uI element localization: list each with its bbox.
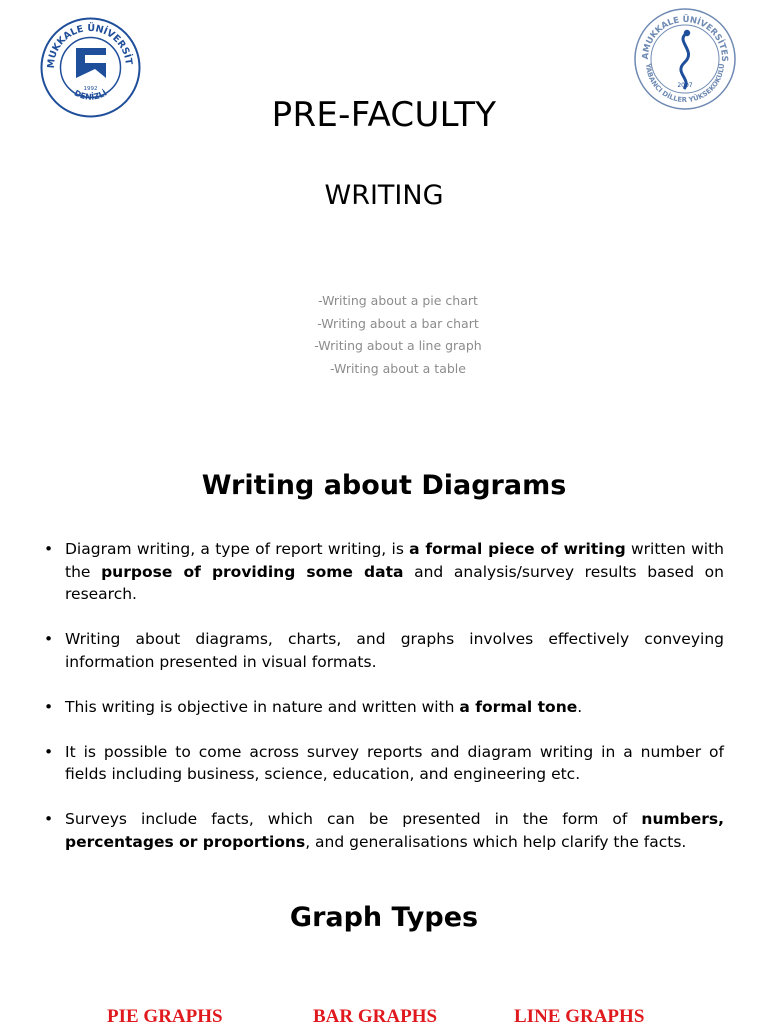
bullet-item — [44, 808, 724, 853]
bullet-text — [65, 698, 582, 716]
topic-item: -Writing about a pie chart — [318, 293, 478, 308]
page-title: PRE-FACULTY — [271, 95, 497, 135]
bullet-dot-icon: • — [44, 742, 54, 761]
svg-text:1992: 1992 — [83, 86, 98, 92]
bullet-text — [65, 743, 724, 784]
bullet-text — [65, 540, 724, 603]
topic-item: -Writing about a line graph — [314, 338, 482, 354]
label-line-graphs: LINE GRAPHS — [514, 1006, 645, 1027]
section-heading-diagrams: Writing about Diagrams — [201, 470, 567, 501]
topic-item: -Writing about a bar chart — [317, 315, 479, 331]
section-heading-graph-types: Graph Types — [289, 902, 479, 933]
text-segment: written with the — [65, 540, 724, 581]
bullet-dot-icon: • — [44, 810, 54, 828]
text-segment: Diagram writing, a type of report writing, is — [65, 540, 410, 558]
bullet-dot-icon: • — [44, 630, 54, 648]
bullet-item — [44, 696, 724, 719]
bullet-list — [44, 538, 724, 853]
topic-item: -Writing about a table — [330, 360, 466, 376]
svg-text:PAMUKKALE ÜNİVERSİTESİ: MUKKALE ÜNİVERSİT — [45, 22, 135, 69]
topics-list — [298, 292, 498, 382]
text-segment: It is possible to come across survey reports and diagram writing in a number of fields including business, science, education, and engineering etc. — [65, 742, 724, 783]
graph-type-labels — [0, 1006, 768, 1026]
text-segment: This writing is objective in nature and written with — [65, 697, 460, 716]
svg-text:YABANCI DİLLER YÜKSEKOKULU: YABANCI DİLLER YÜKSEKOKULU — [643, 63, 727, 105]
text-segment: , and generalisations which help clarify the facts. — [305, 832, 687, 851]
label-pie-graphs: PIE GRAPHS — [107, 1006, 223, 1027]
text-segment: and analysis/survey results based on research. — [65, 562, 724, 603]
bullet-item — [44, 628, 724, 673]
text-segment: . — [577, 697, 583, 716]
page-subtitle: WRITING — [324, 180, 444, 211]
text-segment: Writing about diagrams, charts, and graphs involves effectively conveying information presented in visual formats. — [65, 630, 724, 671]
label-bar-graphs: BAR GRAPHS — [313, 1006, 438, 1027]
bullet-text — [65, 810, 724, 851]
svg-text:2007: 2007 — [677, 82, 693, 89]
svg-text:PAMUKKALE ÜNİVERSİTESİ: AMUKKALE ÜNİVERSİTES — [640, 14, 730, 62]
bold-text: numbers, percentages or proportions — [65, 810, 724, 851]
bullet-dot-icon: • — [44, 697, 54, 716]
bold-text: a formal tone — [459, 697, 578, 716]
text-segment: Surveys include facts, which can be presented in the form of — [65, 810, 642, 828]
bold-text: a formal piece of writing — [409, 540, 626, 558]
bullet-text — [65, 630, 724, 671]
bullet-item — [44, 741, 724, 786]
bullet-item — [44, 538, 724, 606]
svg-text:DENİZLİ: DENİZLİ — [72, 88, 109, 102]
bullet-dot-icon: • — [44, 540, 54, 558]
bold-text: purpose of providing some data — [101, 562, 404, 581]
